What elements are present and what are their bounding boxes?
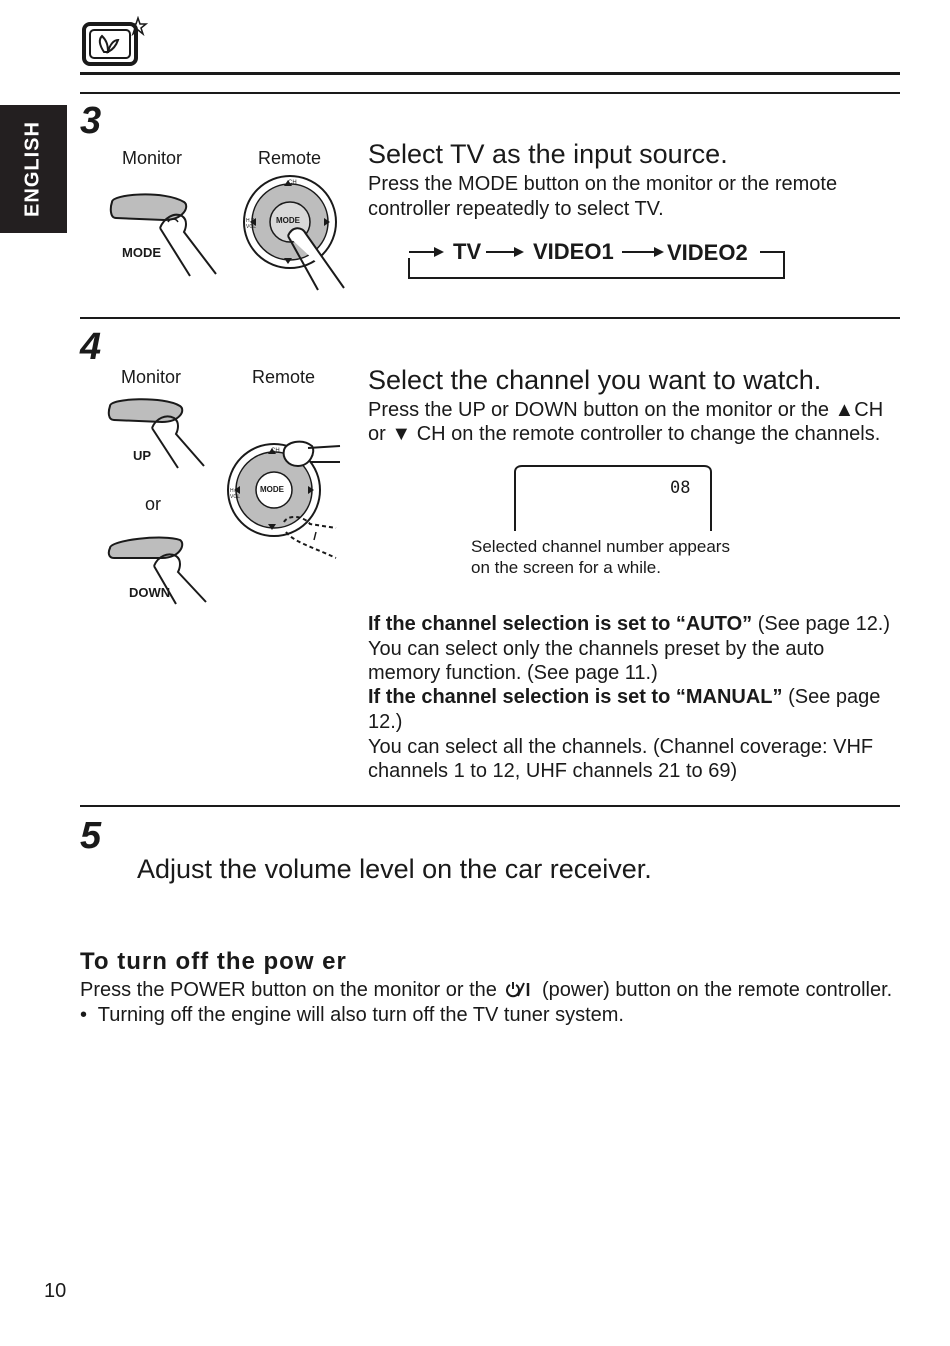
step-4-remote-label: Remote (252, 367, 316, 387)
step-3-number: 3 (80, 100, 102, 142)
step-3-monitor-label: Monitor (122, 148, 183, 168)
manual-note-line-4: channels 1 to 12, UHF channels 21 to 69) (368, 760, 738, 782)
step-4-heading: Select the channel you want to watch. (368, 365, 822, 395)
power-line-1-end: (power) button on the remote controller. (542, 979, 893, 1001)
step-5-number: 5 (80, 815, 102, 857)
step-3-heading: Select TV as the input source. (368, 139, 728, 169)
step-4-monitor-label: Monitor (121, 367, 182, 387)
top-rule-thick (80, 72, 900, 75)
flow-tv: TV (453, 239, 482, 264)
remote-4-mode-text: MODE (260, 485, 284, 494)
manual-note-line-1 (368, 685, 880, 710)
monitor-mode-label: MODE (122, 245, 161, 260)
language-tab-label: ENGLISH (21, 121, 44, 217)
remote-4-ch-text: CH (271, 448, 280, 454)
step-3-body-line-2: controller repeatedly to select TV. (368, 198, 664, 220)
step-4-body-line-2: or ▼ CH on the remote controller to change the channels. (368, 423, 881, 445)
flow-video1: VIDEO1 (533, 239, 614, 264)
screen-caption-line-1: Selected channel number appears (471, 537, 730, 556)
auto-note-line-1 (368, 612, 890, 637)
power-line-1 (80, 979, 892, 1002)
auto-note-bold: If the channel selection is set to “AUTO” (368, 613, 753, 635)
tv-icon (80, 16, 150, 70)
remote-3-mode-text: MODE (276, 216, 300, 225)
manual-note-bold: If the channel selection is set to “MANUAL” (368, 686, 783, 708)
or-label: or (145, 494, 162, 514)
screen-caption-line-2: on the screen for a while. (471, 558, 661, 577)
step-3-remote-label: Remote (258, 148, 322, 168)
auto-note-line-2: You can select only the channels preset by the auto (368, 638, 825, 660)
manual-note-line-2: 12.) (368, 711, 403, 733)
power-icon (504, 980, 534, 998)
step-4-body-line-1: Press the UP or DOWN button on the monitor or the ▲CH (368, 399, 884, 421)
remote-mode-button-illustration (240, 172, 350, 292)
flow-video2: VIDEO2 (667, 240, 748, 265)
manual-note-line-3: You can select all the channels. (Channel coverage: VHF (368, 736, 874, 758)
top-rule-thin (80, 92, 900, 94)
page-number: 10 (44, 1280, 67, 1302)
screen-display-illustration (512, 464, 714, 532)
remote-3-ch-text: CH (288, 180, 297, 186)
monitor-up-label: UP (133, 448, 152, 463)
remote-4-vol-text: H.P VOL (230, 488, 241, 500)
auto-note-line-3: memory function. (See page 11.) (368, 662, 658, 684)
remote-ch-button-illustration (224, 436, 344, 566)
power-section-title: To turn off the pow er (80, 948, 347, 975)
monitor-down-label: DOWN (129, 585, 171, 600)
power-bullet: • Turning off the engine will also turn off the TV tuner system. (80, 1004, 624, 1026)
step-4-5-divider (80, 805, 900, 807)
power-line-1-start: Press the POWER button on the monitor or the (80, 979, 497, 1001)
manual-note-ref: (See page (782, 686, 881, 708)
auto-note-ref: (See page 12.) (752, 613, 891, 635)
screen-channel-number: 08 (670, 478, 691, 498)
monitor-up-button-illustration (104, 396, 214, 470)
remote-3-vol-text: H.P VOL (246, 218, 257, 230)
step-3-4-divider (80, 317, 900, 319)
step-4-number: 4 (80, 326, 102, 368)
monitor-mode-button-illustration (104, 188, 224, 278)
step-3-body-line-1: Press the MODE button on the monitor or the remote (368, 173, 838, 195)
step-5-heading: Adjust the volume level on the car receiver. (137, 854, 652, 884)
